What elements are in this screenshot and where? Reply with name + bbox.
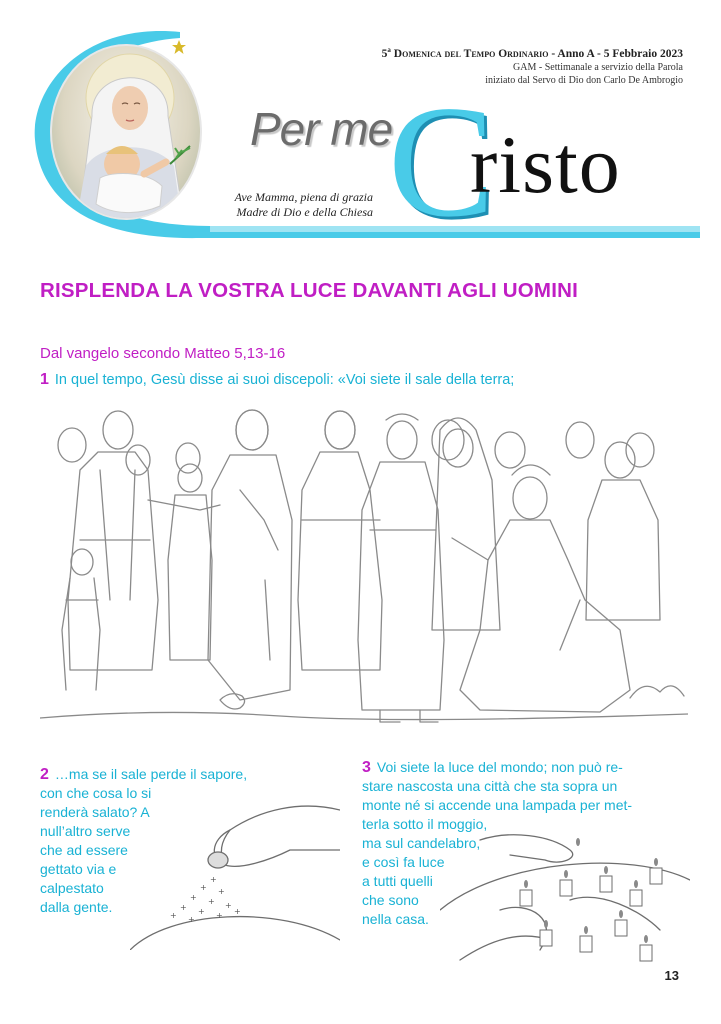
masthead-risto: risto [470, 119, 621, 210]
verse-3: 3 Voi siete la luce del mondo; non può re- stare nascosta una città che sta sopra un monte né si accende una lampada per met- terla sotto il moggio, ma sul candelabro, e così fa luce a tutti quelli che sono nella casa. [362, 759, 633, 927]
svg-text:+: + [200, 883, 207, 892]
verse-number: 2 [40, 766, 49, 783]
verse-number: 3 [362, 759, 371, 776]
gam-tagline: GAM - Settimanale a servizio della Parola [513, 62, 683, 73]
svg-text:+: + [190, 893, 197, 902]
svg-text:+: + [225, 901, 232, 910]
svg-text:+: + [218, 887, 225, 896]
svg-text:+: + [234, 907, 241, 916]
page-number: 13 [664, 968, 679, 983]
verse-number: 1 [40, 371, 49, 388]
crowd-coloring-illustration [40, 400, 688, 732]
svg-text:+: + [208, 897, 215, 906]
masthead-c-letter: C [388, 72, 495, 250]
svg-text:+: + [170, 911, 177, 920]
madonna-child-image [50, 44, 202, 220]
verse-1: 1 In quel tempo, Gesù disse ai suoi discepoli: «Voi siete il sale della terra; [40, 371, 515, 388]
svg-text:+: + [210, 875, 217, 884]
candles-on-globe-illustration [440, 820, 690, 990]
gospel-reference: Dal vangelo secondo Matteo 5,13-16 [40, 345, 286, 362]
svg-text:+: + [216, 911, 223, 920]
star-icon [172, 40, 186, 54]
verse-2: 2 …ma se il sale perde il sapore, con che cosa lo si renderà salato? A null’altro serve che ad essere gettato via e calpestato dalla gente. [40, 766, 248, 915]
svg-text:+: + [188, 915, 195, 924]
svg-text:+: + [180, 903, 187, 912]
masthead [0, 0, 721, 250]
salt-shaking-hand-illustration [130, 790, 340, 950]
page-title: RISPLENDA LA VOSTRA LUCE DAVANTI AGLI UOMINI [40, 279, 578, 302]
masthead-per-me: Per me [250, 103, 393, 155]
svg-text:+: + [198, 907, 205, 916]
ave-caption: Ave Mamma, piena di grazia Madre di Dio e della Chiesa [234, 190, 373, 219]
gam-founder: iniziato dal Servo di Dio don Carlo De Ambrogio [485, 75, 683, 86]
issue-line: 5$^a$ Domenica del Tempo Ordinario - Anno A - 5 Febbraio 2023 [381, 46, 683, 60]
